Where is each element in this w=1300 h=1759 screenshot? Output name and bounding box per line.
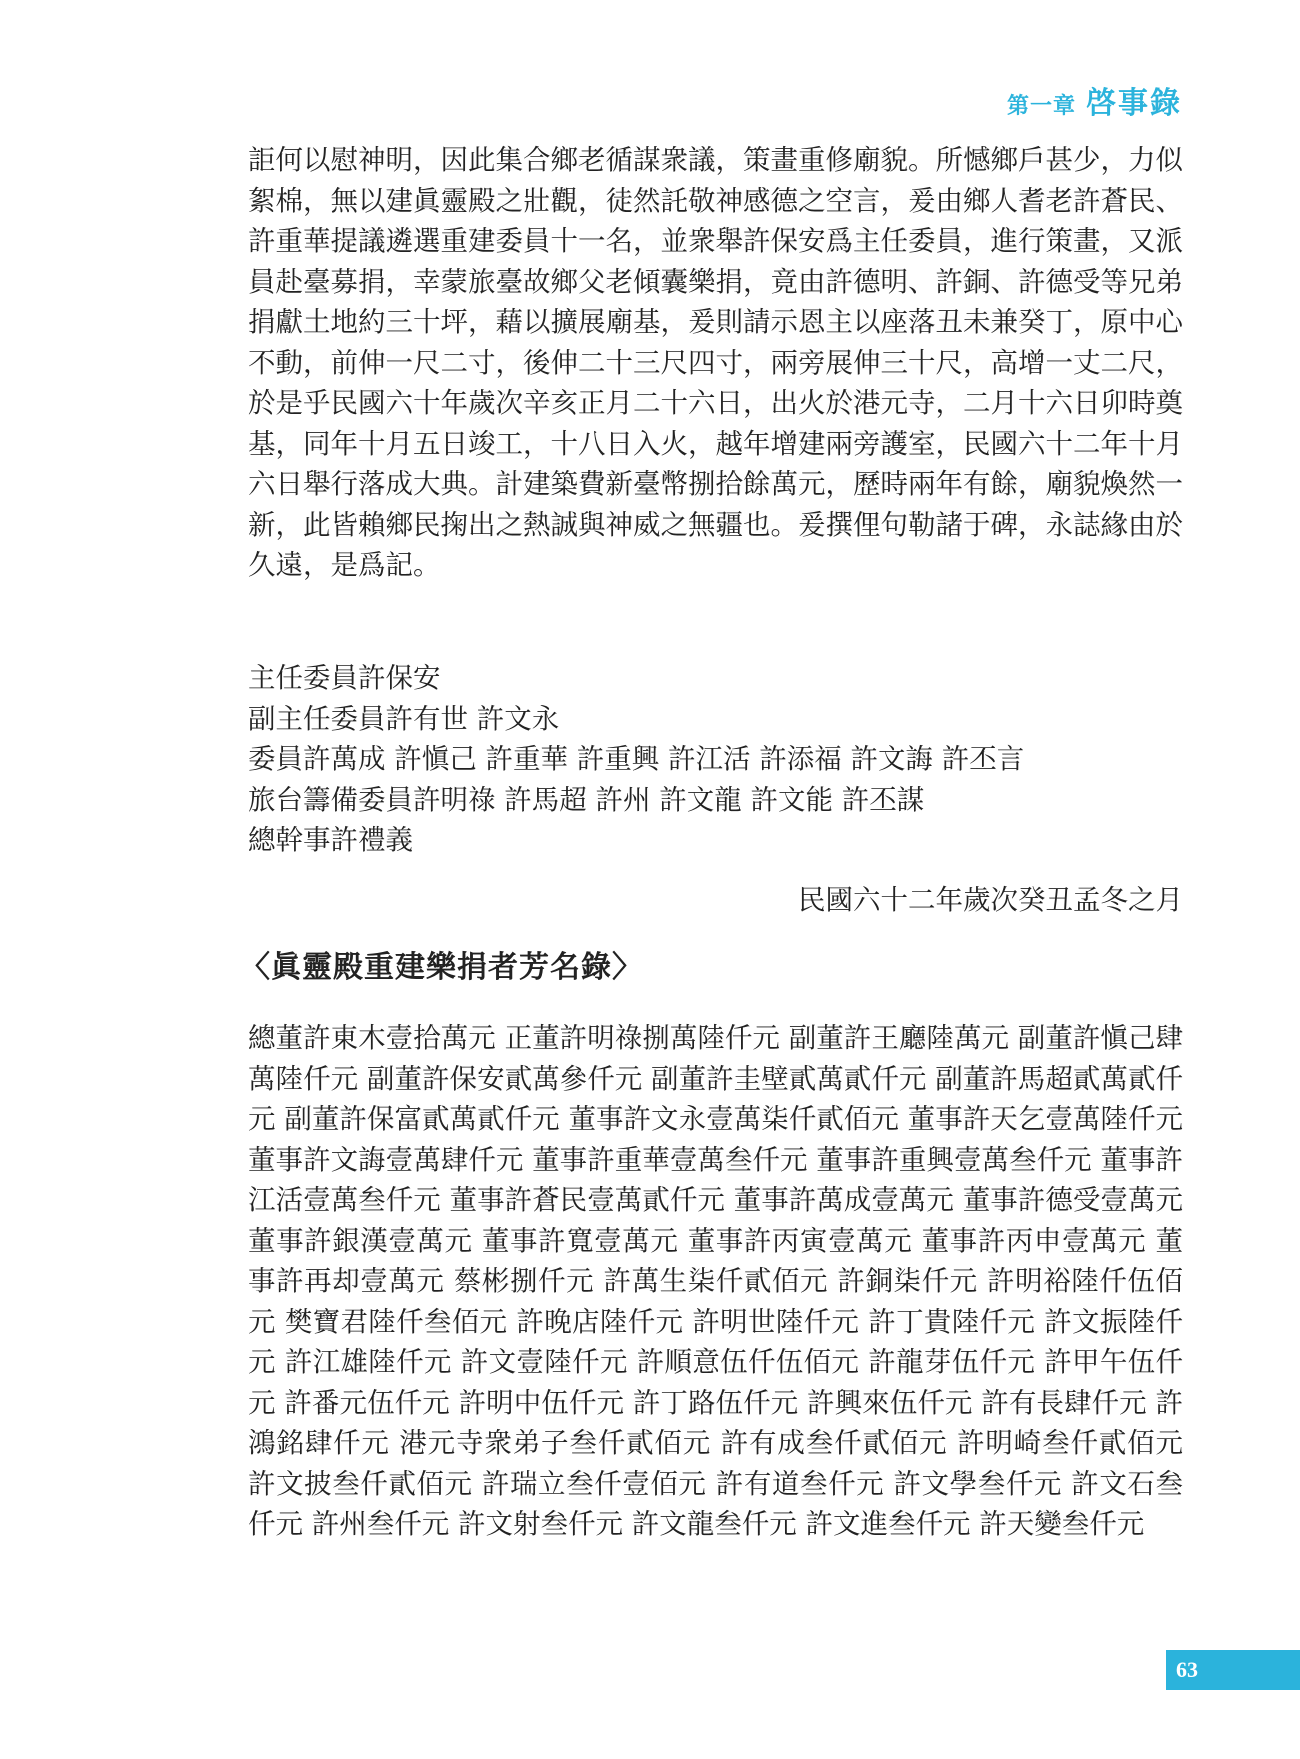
member-line: 委員許萬成 許愼己 許重華 許重興 許江活 許添福 許文誨 許丕言 bbox=[248, 743, 1025, 775]
chapter-header bbox=[1007, 78, 1182, 122]
chapter-title: 啓事錄 bbox=[1086, 86, 1182, 121]
member-line: 總幹事許禮義 bbox=[248, 824, 413, 856]
member-line: 旅台籌備委員許明祿 許馬超 許州 許文龍 許文能 許丕謀 bbox=[248, 783, 925, 816]
date-line: 民國六十二年歲次癸丑孟冬之月 bbox=[798, 884, 1183, 916]
page-number: 63 bbox=[1176, 1657, 1198, 1682]
member-line: 主任委員許保安 bbox=[248, 662, 441, 694]
donor-list: 總董許東木壹拾萬元 正董許明祿捌萬陸仟元 副董許王廳陸萬元 副董許愼己肆萬陸仟元 副董許保安貳萬參仟元 副董許圭壁貳萬貳仟元 副董許馬超貳萬貳仟元 副董許保富貳萬貳仟元 董事許文永壹萬柒仟貳佰元 董事許天乞壹萬陸仟元 董事許文誨壹萬肆仟元 董事許重華壹萬叁仟元 董事許重興壹萬叁仟元 董事許江活壹萬叁仟元 董事許蒼民壹萬貳仟元 董事許萬成壹萬元 董事許德受壹萬元 董事許銀漢壹萬元 董事許寬壹萬元 董事許丙寅壹萬元 董事許丙申壹萬元 董事許再却壹萬元 蔡彬捌仟元 許萬生柒仟貳佰元 許銅柒仟元 許明裕陸仟伍佰元 樊寶君陸仟叁佰元 許晚店陸仟元 許明世陸仟元 許丁貴陸仟元 許文振陸仟元 許江雄陸仟元 許文壹陸仟元 許順意伍仟伍佰元 許龍芽伍仟元 許甲午伍仟元 許番元伍仟元 許明中伍仟元 許丁路伍仟元 許興來伍仟元 許有長肆仟元 許鴻銘肆仟元 港元寺衆弟子叁仟貳佰元 許有成叁仟貳佰元 許明崎叁仟貳佰元 許文披叁仟貳佰元 許瑞立叁仟壹佰元 許有道叁仟元 許文學叁仟元 許文石叁仟元 許州叁仟元 許文射叁仟元 許文龍叁仟元 許文進叁仟元 許天變叁仟元 bbox=[248, 1022, 1183, 1540]
member-line: 副主任委員許有世 許文永 bbox=[248, 702, 560, 735]
section-title: 〈眞靈殿重建樂捐者芳名錄〉 bbox=[240, 950, 643, 985]
chapter-number: 第一章 bbox=[1006, 94, 1076, 119]
committee-members bbox=[248, 658, 1183, 861]
inscription-paragraph: 詎何以慰神明，因此集合鄉老循謀衆議，策畫重修廟貌。所憾鄉戶甚少，力似絮棉，無以建眞靈殿之壯觀，徒然託敬神感德之空言，爰由鄉人耆老許蒼民、許重華提議遴選重建委員十一名，並衆舉許保安爲主任委員，進行策畫，又派員赴臺募捐，幸蒙旅臺故鄉父老傾囊樂捐，竟由許德明、許銅、許德受等兄弟捐獻土地約三十坪，藉以擴展廟基，爰則請示恩主以座落丑未兼癸丁，原中心不動，前伸一尺二寸，後伸二十三尺四寸，兩旁展伸三十尺，高增一丈二尺，於是乎民國六十年歲次辛亥正月二十六日，出火於港元寺，二月十六日卯時奠基，同年十月五日竣工，十八日入火，越年增建兩旁護室，民國六十二年十月六日舉行落成大典。計建築費新臺幣捌拾餘萬元，歷時兩年有餘，廟貌煥然一新，此皆賴鄉民掬出之熱誠與神威之無疆也。爰撰俚句勒諸于碑，永誌緣由於久遠，是爲記。 bbox=[248, 144, 1183, 581]
page-number-box bbox=[1166, 1650, 1300, 1690]
